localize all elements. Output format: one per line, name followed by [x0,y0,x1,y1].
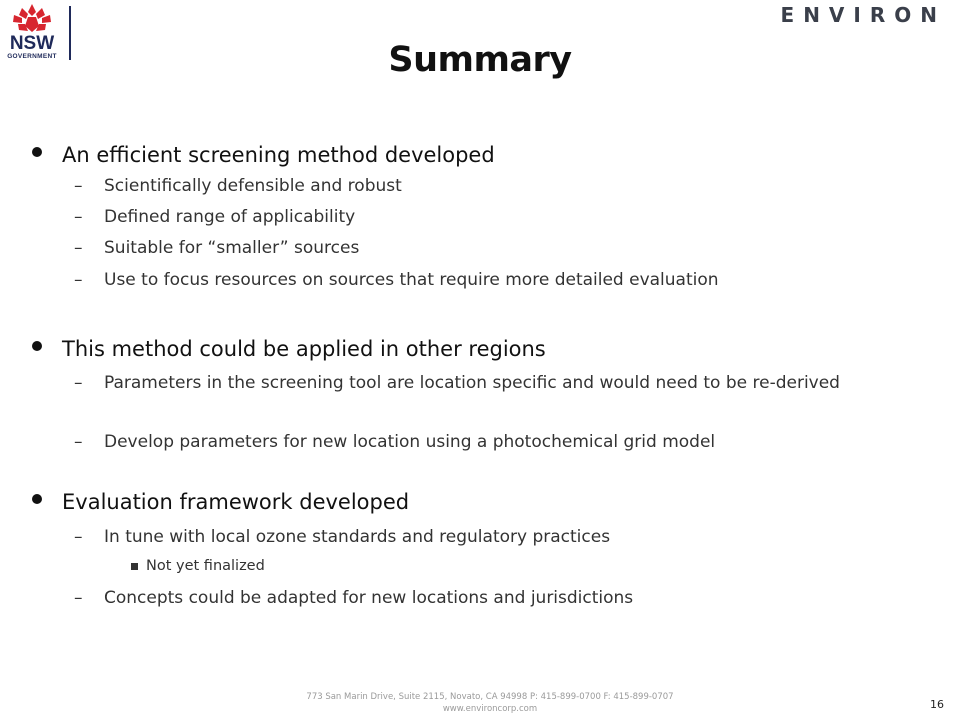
sub-item [74,176,904,197]
sub-item-text: Scientifically defensible and robust [104,176,402,196]
dash-icon: – [74,373,83,393]
bullet-dot-icon [32,494,42,504]
sub-item [74,432,904,453]
dash-icon: – [74,527,83,547]
nsw-logo-text: NSW [9,33,55,54]
footer-website: www.environcorp.com [442,704,538,714]
dash-icon: – [74,207,83,227]
sub-item [74,588,904,609]
footer-address: 773 San Marin Drive, Suite 2115, Novato, CA 94998 P: 415-899-0700 F: 415-899-0707 [306,692,674,702]
waratah-flower-icon [6,2,58,34]
sub-item-text: Parameters in the screening tool are location specific and would need to be re-derived [104,373,840,393]
sub-item-text: Defined range of applicability [104,207,356,227]
bullet-item [62,143,495,167]
sub-item-text: In tune with local ozone standards and regulatory practices [104,527,611,547]
sub-item [74,373,894,394]
sub-item-text: Concepts could be adapted for new locations and jurisdictions [104,588,634,608]
bullet-dot-icon [32,147,42,157]
sub-sub-item-text: Not yet finalized [146,558,265,574]
dash-icon: – [74,176,83,196]
square-bullet-icon [131,563,138,570]
sub-item-text: Suitable for “smaller” sources [104,238,360,258]
dash-icon: – [74,588,83,608]
dash-icon: – [74,270,83,290]
dash-icon: – [74,238,83,258]
page-number: 16 [930,698,944,711]
sub-item [74,270,904,291]
bullet-item [62,337,546,361]
bullet-dot-icon [32,341,42,351]
environ-logo: ENVIRON [780,3,946,27]
sub-item [74,238,904,259]
bullet-text: An efficient screening method developed [62,143,495,167]
sub-item [74,207,904,228]
sub-item-text: Develop parameters for new location using a photochemical grid model [104,432,716,452]
bullet-text: This method could be applied in other regions [62,337,546,361]
bullet-item [62,490,409,514]
bullet-text: Evaluation framework developed [62,490,410,514]
slide-title: Summary [388,40,572,80]
sub-item [74,527,904,548]
sub-item-text: Use to focus resources on sources that require more detailed evaluation [104,270,719,290]
sub-sub-item [146,558,265,574]
dash-icon: – [74,432,83,452]
footer [230,691,750,715]
nsw-logo-subtext: GOVERNMENT [7,53,57,60]
